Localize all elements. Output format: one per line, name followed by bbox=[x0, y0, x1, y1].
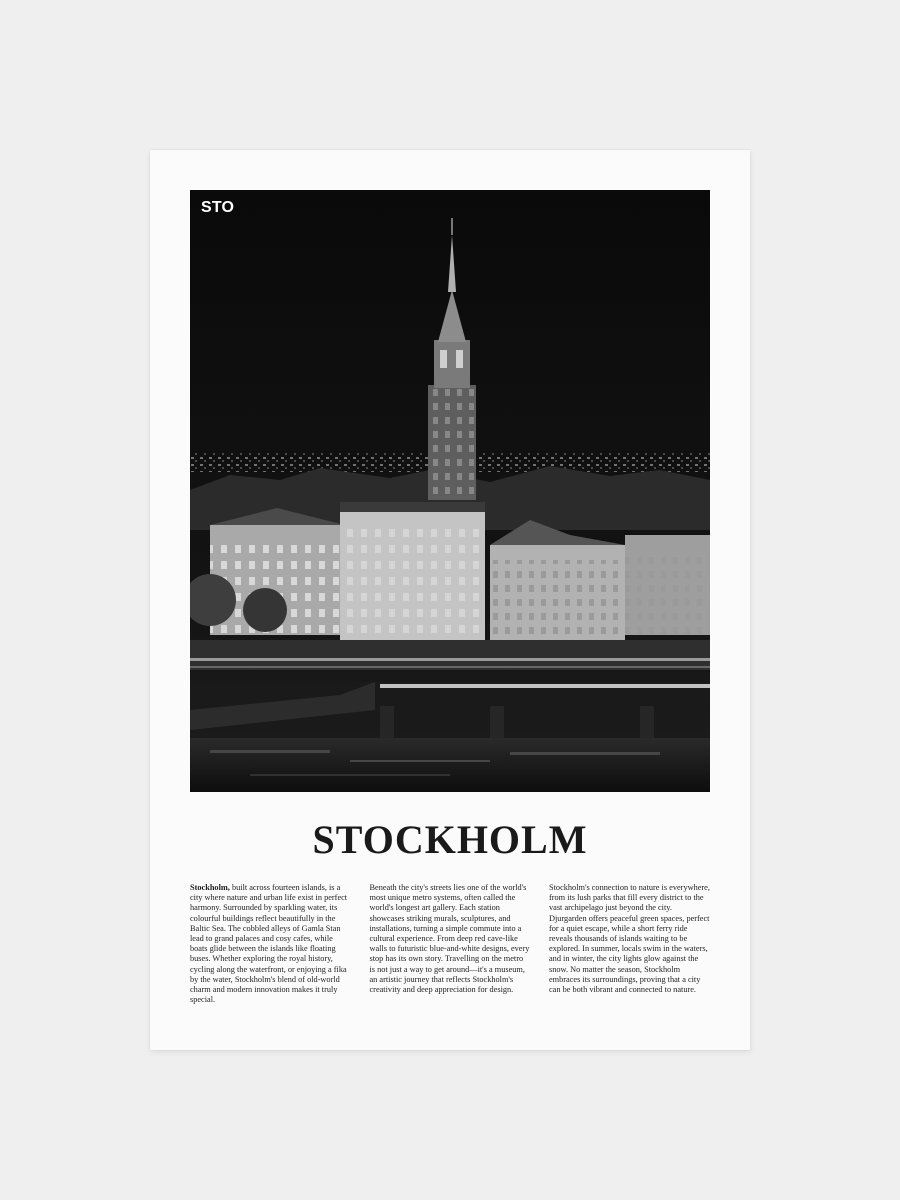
text-columns bbox=[190, 883, 710, 1023]
city-photo bbox=[190, 190, 710, 792]
poster-title: STOCKHOLM bbox=[312, 817, 588, 862]
night-skyline-illustration bbox=[190, 190, 710, 792]
column-3-text: Stockholm's connection to nature is everywhere, from its lush parks that fill every district to the vast archipelago just beyond the city. Djurgarden offers peaceful green spaces, perfect for a quiet escape, while a short ferry ride reveals thousands of islands waiting to be explored. In summer, locals swim in the waters, and in winter, the city lights glow against the snow. No matter the season, Stockholm embraces its surroundings, proving that a city can be both vibrant and connected to nature. bbox=[549, 883, 710, 995]
text-column-1 bbox=[190, 883, 351, 1023]
poster bbox=[150, 150, 750, 1050]
city-code: STO bbox=[201, 199, 235, 216]
column-2-text: Beneath the city's streets lies one of the world's most unique metro systems, often called the world's longest art gallery. Each station showcases striking murals, sculptures, and installations, turning a simple commute into a cultural experience. From deep red cave-like walls to futuristic blue-and-white designs, every stop has its own story. Travelling on the metro is not just a way to get around—it's a museum, an artistic journey that reflects Stockholm's creativity and deep appreciation for design. bbox=[369, 883, 530, 995]
text-column-2 bbox=[370, 883, 531, 1023]
column-1-text: built across fourteen islands, is a city where nature and urban life exist in perfect harmony. Surrounded by sparkling water, its colourful buildings reflect beautifully in the Baltic Sea. The cobbled alleys of Gamla Stan lead to grand palaces and cosy cafes, while boats glide between the islands like floating buses. Whether exploring the royal history, cycling along the waterfront, or enjoying a fika by the water, Stockholm's blend of old-world charm and modern innovation makes it truly special. bbox=[190, 883, 348, 1005]
text-column-3 bbox=[549, 883, 710, 1023]
lead-word: Stockholm, bbox=[190, 883, 230, 892]
